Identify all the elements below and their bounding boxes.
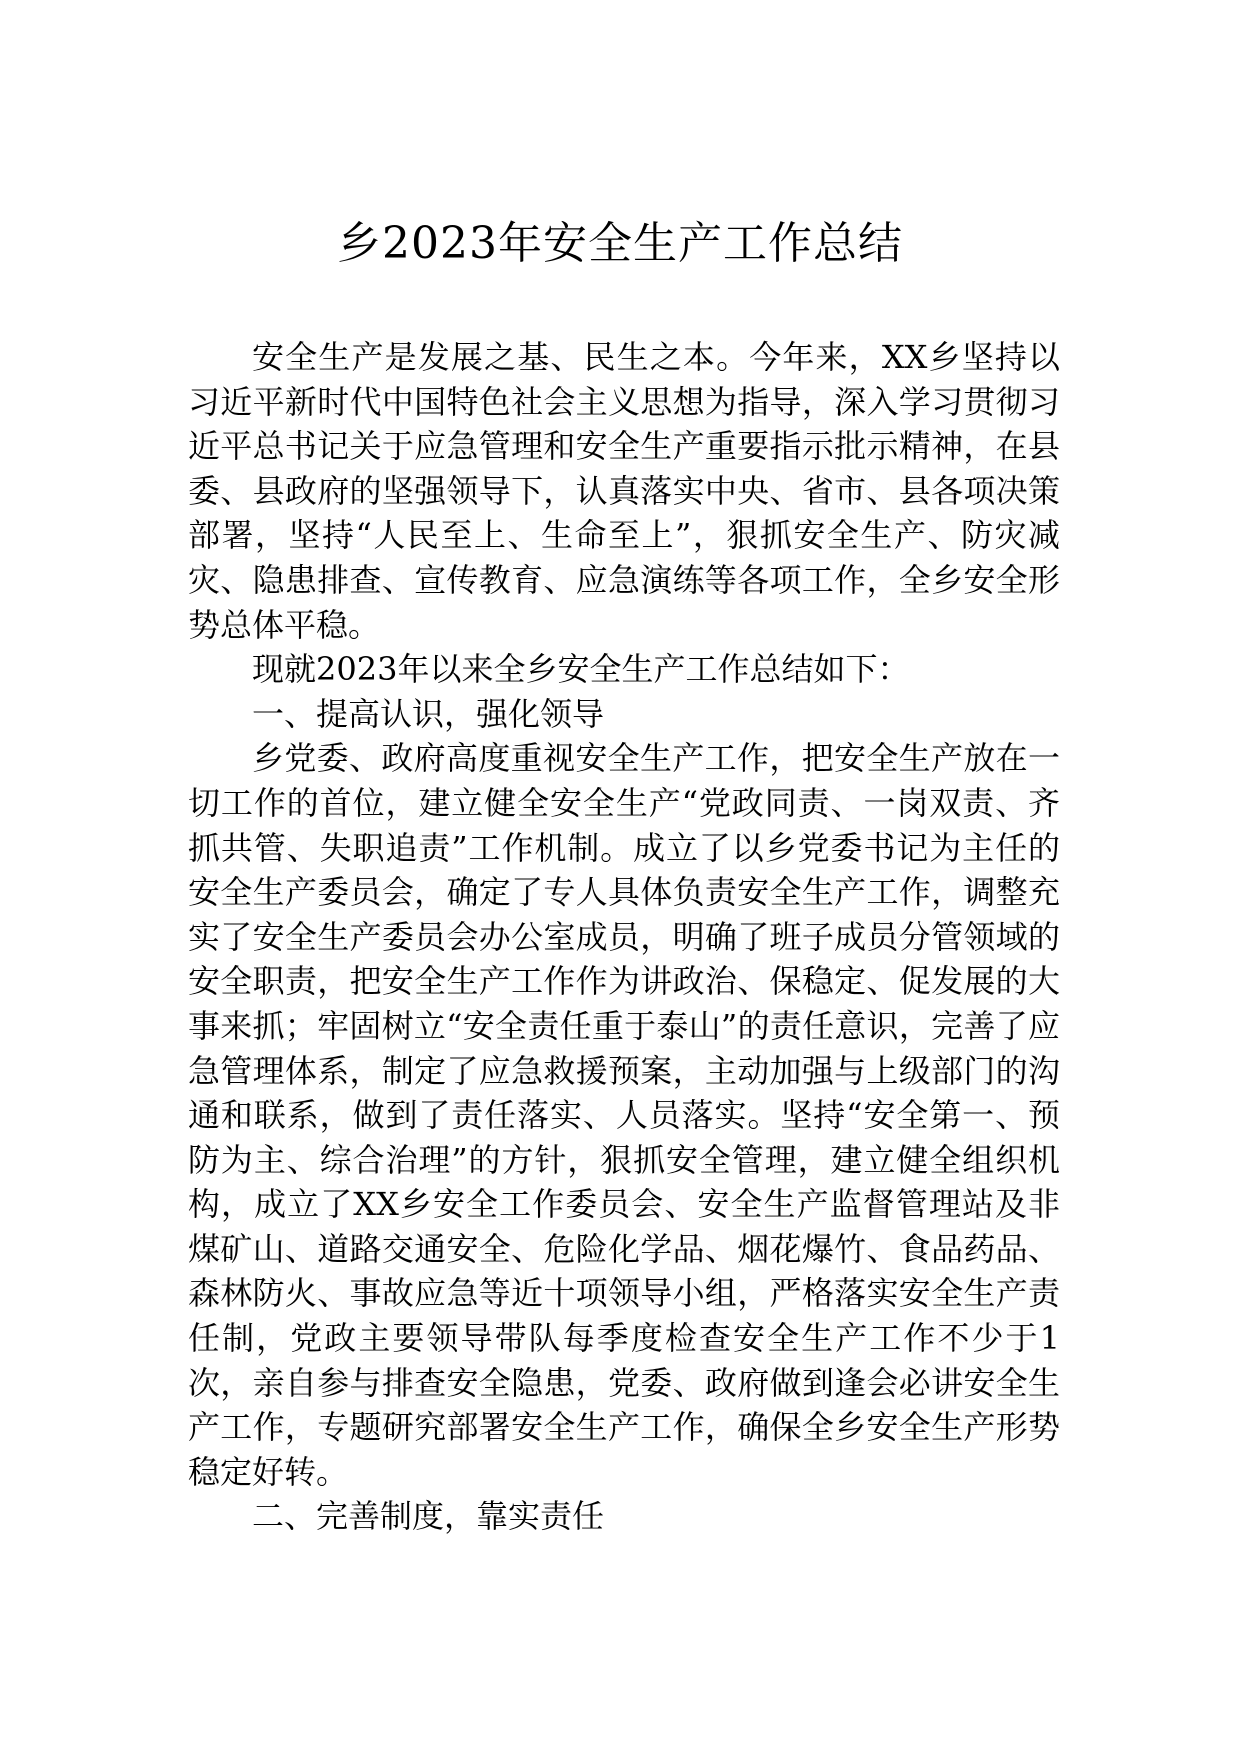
document-body [188,335,1060,1539]
document-title: 乡2023年安全生产工作总结 [337,218,903,269]
section-heading-2: 二、完善制度，靠实责任 [252,1497,605,1536]
summary-lead-paragraph: 现就2023年以来全乡安全生产工作总结如下： [252,650,910,689]
intro-paragraph: 安全生产是发展之基、民生之本。今年来，XX乡坚持以习近平新时代中国特色社会主义思想为指导，深入学习贯彻习近平总书记关于应急管理和安全生产重要指示批示精神，在县委、县政府的坚强领导下，认真落实中央、省市、县各项决策部署，坚持“人民至上、生命至上”，狠抓安全生产、防灾减灾、隐患排查、宣传教育、应急演练等各项工作，全乡安全形势总体平稳。 [188,338,1060,644]
section-heading-1: 一、提高认识，强化领导 [252,694,605,733]
section-1-paragraph: 乡党委、政府高度重视安全生产工作，把安全生产放在一切工作的首位，建立健全安全生产“党政同责、一岗双责、齐抓共管、失职追责”工作机制。成立了以乡党委书记为主任的安全生产委员会，确定了专人具体负责安全生产工作，调整充实了安全生产委员会办公室成员，明确了班子成员分管领域的安全职责，把安全生产工作作为讲政治、保稳定、促发展的大事来抓；牢固树立“安全责任重于泰山”的责任意识，完善了应急管理体系，制定了应急救援预案，主动加强与上级部门的沟通和联系，做到了责任落实、人员落实。坚持“安全第一、预防为主、综合治理”的方针，狠抓安全管理，建立健全组织机构，成立了XX乡安全工作委员会、安全生产监督管理站及非煤矿山、道路交通安全、危险化学品、烟花爆竹、食品药品、森林防火、事故应急等近十项领导小组，严格落实安全生产责任制，党政主要领导带队每季度检查安全生产工作不少于1次，亲自参与排查安全隐患，党委、政府做到逢会必讲安全生产工作，专题研究部署安全生产工作，确保全乡安全生产形势稳定好转。 [188,739,1060,1491]
